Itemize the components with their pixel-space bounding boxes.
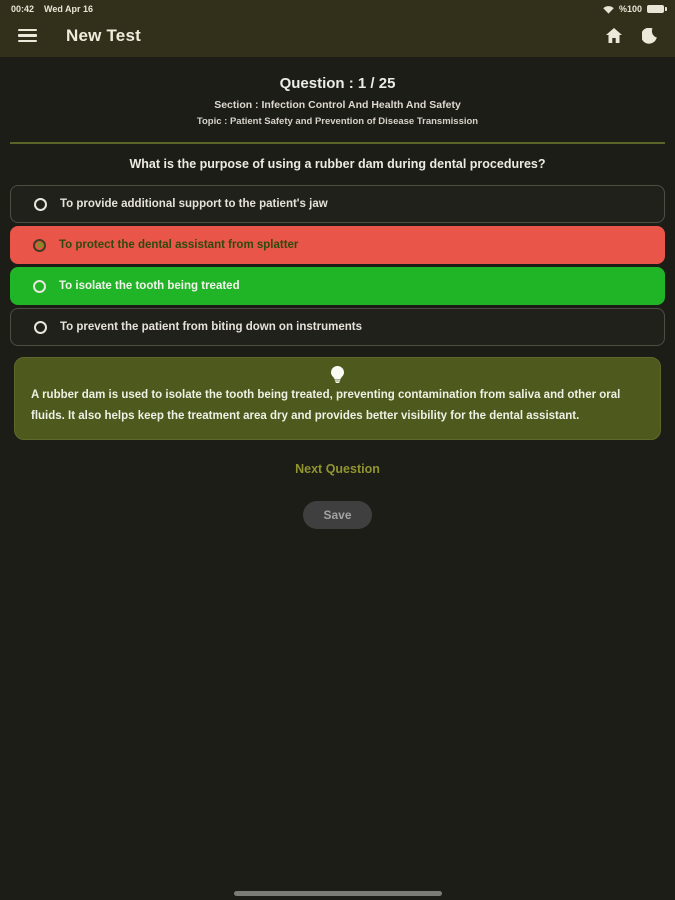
option-radio-icon	[33, 280, 46, 293]
answer-option[interactable]	[10, 185, 665, 223]
answer-options	[10, 185, 665, 346]
menu-button[interactable]	[18, 29, 37, 43]
divider	[10, 142, 665, 144]
home-icon	[606, 31, 622, 46]
hamburger-icon	[18, 29, 37, 32]
nav-bar	[0, 18, 675, 57]
option-label: To isolate the tooth being treated	[59, 280, 240, 292]
answer-option[interactable]	[10, 308, 665, 346]
question-section: Section : Infection Control And Health And Safety	[214, 99, 461, 111]
status-date: Wed Apr 16	[44, 4, 94, 14]
next-question-button[interactable]: Next Question	[289, 461, 386, 477]
option-radio-icon	[34, 321, 47, 334]
question-counter: Question : 1 / 25	[279, 75, 396, 92]
option-label: To provide additional support to the patient's jaw	[60, 198, 328, 210]
option-label: To prevent the patient from biting down on instruments	[60, 321, 362, 333]
page-title: New Test	[66, 25, 141, 45]
wifi-icon	[603, 5, 614, 14]
status-time: 00:42	[11, 4, 35, 14]
home-button[interactable]	[606, 28, 622, 43]
explanation-text: A rubber dam is used to isolate the tooth being treated, preventing contamination from saliva and other oral fluids. It also helps keep the treatment area dry and provides better visibility for the dental assistant.	[31, 389, 621, 422]
question-topic: Topic : Patient Safety and Prevention of Disease Transmission	[196, 116, 479, 127]
answer-option[interactable]	[10, 226, 665, 264]
battery-icon	[647, 5, 664, 13]
option-label: To protect the dental assistant from splatter	[59, 239, 299, 251]
home-indicator-bar[interactable]	[234, 891, 442, 896]
top-bar	[0, 0, 675, 57]
status-bar	[0, 0, 675, 18]
explanation-box	[14, 357, 661, 440]
save-button[interactable]: Save	[303, 501, 371, 529]
battery-percent: %100	[618, 4, 642, 14]
question-text: What is the purpose of using a rubber dam during dental procedures?	[129, 157, 546, 171]
option-radio-icon	[34, 198, 47, 211]
option-radio-icon	[33, 239, 46, 252]
answer-option[interactable]	[10, 267, 665, 305]
theme-toggle-button[interactable]	[642, 28, 657, 44]
moon-icon	[642, 32, 657, 47]
